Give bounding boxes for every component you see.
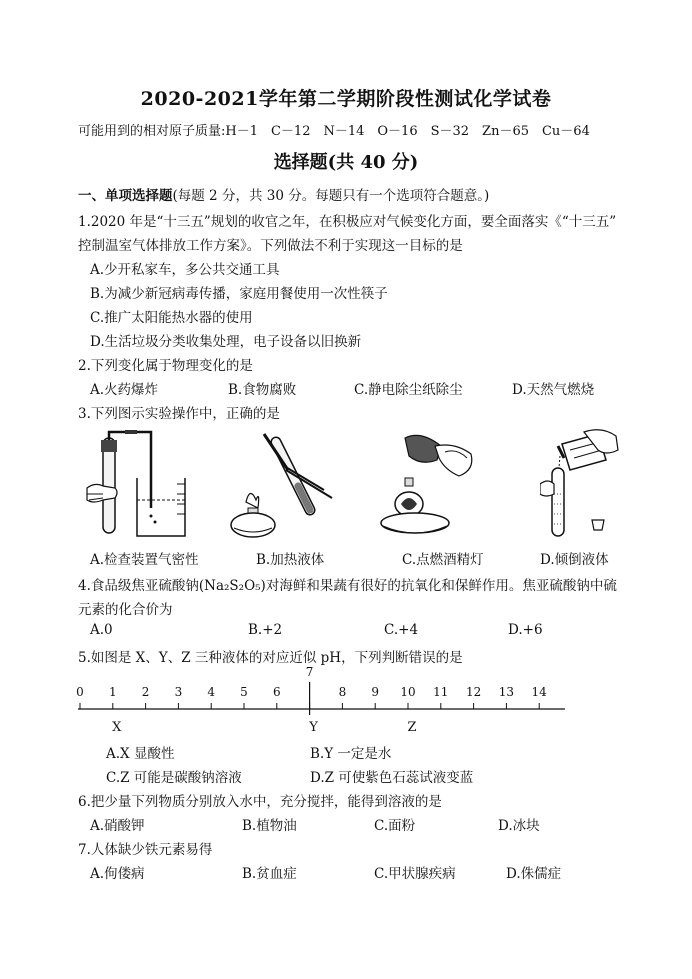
q4-stem-line-2: 元素的化合价为 — [78, 602, 173, 618]
q5-stem: 5.如图是 X、Y、Z 三种液体的对应近似 pH，下列判断错误的是 — [78, 650, 463, 666]
section-rules: (每题 2 分，共 30 分。每题只有一个选项符合题意。) — [172, 188, 490, 204]
q5-option-c: C.Z 可能是碳酸钠溶液 — [106, 770, 242, 786]
pouring-liquid-illustration — [540, 428, 620, 543]
ph-marker-z: Z — [407, 720, 417, 735]
q1-stem-line-1: 1.2020 年是“十三五”规划的收官之年，在积极应对气候变化方面，要全面落实《“十三五” — [78, 214, 617, 230]
exam-title: 2020-2021学年第二学期阶段性测试化学试卷 — [140, 88, 552, 110]
q7-option-b: B.贫血症 — [242, 866, 297, 882]
q6-option-a: A.硝酸钾 — [90, 818, 145, 834]
q2-option-d: D.天然气燃烧 — [512, 382, 595, 398]
ph-tick-label: 14 — [531, 685, 547, 699]
ph-tick-label: 10 — [400, 685, 416, 699]
q3-stem: 3.下列图示实验操作中，正确的是 — [78, 406, 280, 422]
q4-stem-line-1: 4.食品级焦亚硫酸钠(Na₂S₂O₅)对海鲜和果蔬有很好的抗氧化和保鲜作用。焦亚硫酸钠中硫 — [78, 578, 617, 594]
ph-tick-label: 8 — [338, 685, 347, 699]
ph-scale-diagram — [70, 664, 570, 736]
q4-option-d: D.+6 — [508, 622, 543, 638]
ph-tick-label: 6 — [272, 685, 281, 699]
ph-tick-label: 9 — [371, 685, 380, 699]
ph-marker-x: X — [112, 720, 122, 735]
q4-option-b: B.+2 — [248, 622, 283, 638]
q7-option-c: C.甲状腺疾病 — [374, 866, 456, 882]
q6-option-b: B.植物油 — [242, 818, 297, 834]
q6-stem: 6.把少量下列物质分别放入水中，充分搅拌，能得到溶液的是 — [78, 794, 442, 810]
ph-tick-label: 0 — [76, 685, 84, 699]
q4-option-c: C.+4 — [384, 622, 419, 638]
ph-tick-label: 11 — [433, 685, 449, 699]
q6-option-c: C.面粉 — [374, 818, 416, 834]
q1-option-c: C.推广太阳能热水器的使用 — [90, 310, 253, 326]
section-instructions — [78, 184, 489, 204]
ph-marker-y: Y — [309, 720, 318, 735]
q2-option-b: B.食物腐败 — [228, 382, 297, 398]
lighting-lamp-illustration — [375, 428, 485, 543]
heating-liquid-illustration — [224, 430, 339, 540]
atomic-masses: 可能用到的相对原子质量:H－1 C－12 N－14 O－16 S－32 Zn－65 Cu－64 — [78, 124, 590, 139]
ph-tick-label: 3 — [174, 685, 183, 699]
q1-option-a: A.少开私家车，多公共交通工具 — [90, 262, 280, 278]
airtightness-check-illustration — [85, 428, 195, 543]
q5-option-b: B.Y 一定是水 — [310, 746, 392, 762]
ph-tick-label: 5 — [240, 685, 248, 699]
q5-option-a: A.X 显酸性 — [106, 746, 175, 762]
q6-option-d: D.冰块 — [498, 818, 540, 834]
ph-tick-label: 4 — [207, 685, 216, 699]
q1-stem-line-2: 控制温室气体排放工作方案》。下列做法不利于实现这一目标的是 — [78, 238, 463, 254]
q2-stem: 2.下列变化属于物理变化的是 — [78, 358, 253, 374]
q4-option-a: A.0 — [90, 622, 113, 638]
section-heading: 一、单项选择题 — [78, 188, 173, 204]
ph-tick-label: 2 — [141, 685, 150, 699]
q7-option-a: A.佝偻病 — [90, 866, 145, 882]
q3-option-c: C.点燃酒精灯 — [402, 552, 484, 568]
q1-option-d: D.生活垃圾分类收集处理，电子设备以旧换新 — [90, 334, 362, 350]
q7-option-d: D.侏儒症 — [506, 866, 562, 882]
q3-option-b: B.加热液体 — [256, 552, 325, 568]
q2-option-c: C.静电除尘纸除尘 — [354, 382, 463, 398]
q7-stem: 7.人体缺少铁元素易得 — [78, 842, 213, 858]
ph-tick-label: 13 — [498, 685, 515, 699]
section-title: 选择题(共 40 分) — [273, 152, 419, 173]
ph-tick-label: 1 — [108, 685, 117, 699]
ph-tick-label: 12 — [465, 685, 482, 699]
ph-tick-label: 7 — [305, 665, 314, 679]
q3-option-d: D.倾倒液体 — [540, 552, 609, 568]
q5-option-d: D.Z 可使紫色石蕊试液变蓝 — [310, 770, 474, 786]
q3-option-a: A.检查装置气密性 — [90, 552, 199, 568]
q1-option-b: B.为减少新冠病毒传播，家庭用餐使用一次性筷子 — [90, 286, 388, 302]
q2-option-a: A.火药爆炸 — [90, 382, 159, 398]
